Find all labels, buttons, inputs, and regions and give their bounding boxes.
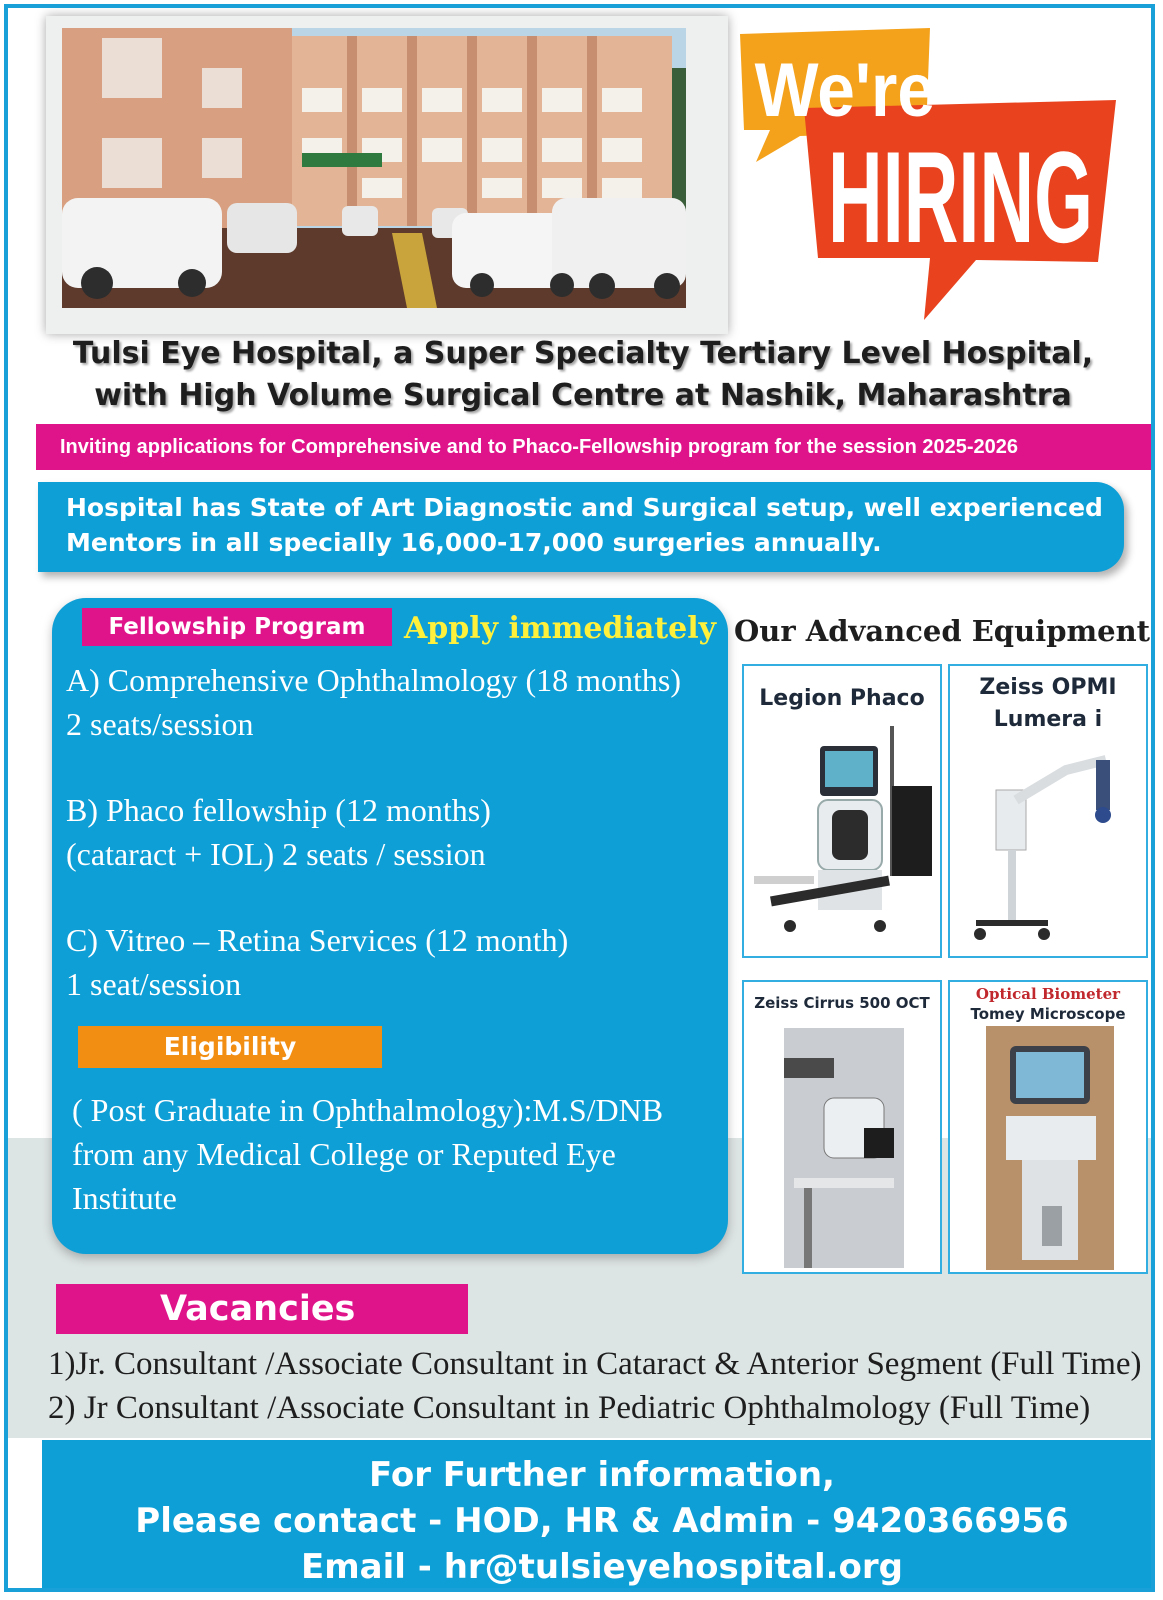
equipment-zeiss-cirrus — [742, 980, 942, 1274]
biometer-image — [986, 1026, 1114, 1270]
oct-device-image — [784, 1028, 904, 1268]
vacancy-item-2: 2) Jr Consultant /Associate Consultant in Pediatric Ophthalmology (Full Time) — [48, 1390, 1091, 1426]
hospital-photo-frame — [46, 16, 728, 334]
hospital-title — [28, 333, 1138, 417]
hospital-setup-box — [38, 482, 1124, 572]
contact-line1: For Further information, — [369, 1455, 835, 1495]
eligibility-label: Eligibility — [78, 1026, 382, 1068]
optical-biometer-label — [950, 984, 1146, 1024]
vacancies-label: Vacancies — [56, 1284, 468, 1334]
vacancy-item-1: 1)Jr. Consultant /Associate Consultant in Cataract & Anterior Segment (Full Time) — [48, 1346, 1142, 1382]
zeiss-cirrus-label: Zeiss Cirrus 500 OCT — [754, 994, 930, 1012]
equipment-title: Our Advanced Equipment — [734, 614, 1151, 648]
apply-immediately-text: Apply immediately — [404, 611, 717, 646]
fellowship-program-label: Fellowship Program — [82, 608, 392, 646]
phaco-machine-image — [750, 726, 938, 954]
hiring-badge-line2: HIRING — [828, 124, 1093, 270]
hospital-title-line2: with High Volume Surgical Centre at Nashik, Maharashtra — [94, 378, 1072, 413]
program-a — [66, 658, 681, 746]
microscope-image — [956, 740, 1144, 954]
equipment-zeiss-opmi — [948, 664, 1148, 958]
zeiss-opmi-label-line1: Zeiss OPMI — [979, 675, 1117, 700]
zeiss-opmi-label-line2: Lumera i — [993, 707, 1103, 732]
contact-line2: Please contact - HOD, HR & Admin - 9420366956 — [135, 1501, 1069, 1541]
program-a-title: A) Comprehensive Ophthalmology (18 months) — [66, 662, 682, 698]
hiring-badge-line1: We're — [754, 47, 935, 133]
program-c-seats: 1 seat/session — [66, 966, 242, 1002]
program-b-title: B) Phaco fellowship (12 months) — [66, 792, 491, 828]
hospital-title-line1: Tulsi Eye Hospital, a Super Specialty Tertiary Level Hospital, — [72, 336, 1094, 371]
equipment-optical-biometer — [948, 980, 1148, 1274]
eligibility-line3: Institute — [72, 1180, 177, 1216]
contact-box — [42, 1440, 1155, 1592]
eligibility-line1: ( Post Graduate in Ophthalmology):M.S/DNB — [72, 1092, 664, 1128]
equipment-legion-phaco — [742, 664, 942, 958]
program-c-title: C) Vitreo – Retina Services (12 month) — [66, 922, 569, 958]
eligibility-line2: from any Medical College or Reputed Eye — [72, 1136, 616, 1172]
eligibility-text — [72, 1088, 663, 1220]
program-b-seats: (cataract + IOL) 2 seats / session — [66, 836, 486, 872]
setup-line2: Mentors in all specially 16,000-17,000 surgeries annually. — [66, 528, 882, 557]
hospital-building-photo — [62, 28, 686, 308]
contact-email[interactable]: Email - hr@tulsieyehospital.org — [301, 1547, 903, 1587]
optical-biometer-label-line2: Tomey Microscope — [970, 1005, 1126, 1023]
invitation-banner: Inviting applications for Comprehensive and to Phaco-Fellowship program for the session 2025-2026 — [36, 424, 1155, 470]
program-a-seats: 2 seats/session — [66, 706, 254, 742]
optical-biometer-label-line1: Optical Biometer — [975, 985, 1121, 1003]
poster — [4, 4, 1155, 1592]
legion-phaco-label: Legion Phaco — [759, 686, 925, 711]
setup-line1: Hospital has State of Art Diagnostic and Surgical setup, well experienced — [66, 493, 1103, 522]
program-b — [66, 788, 491, 876]
program-c — [66, 918, 568, 1006]
hiring-badge — [730, 22, 1130, 322]
zeiss-opmi-label — [950, 672, 1146, 736]
